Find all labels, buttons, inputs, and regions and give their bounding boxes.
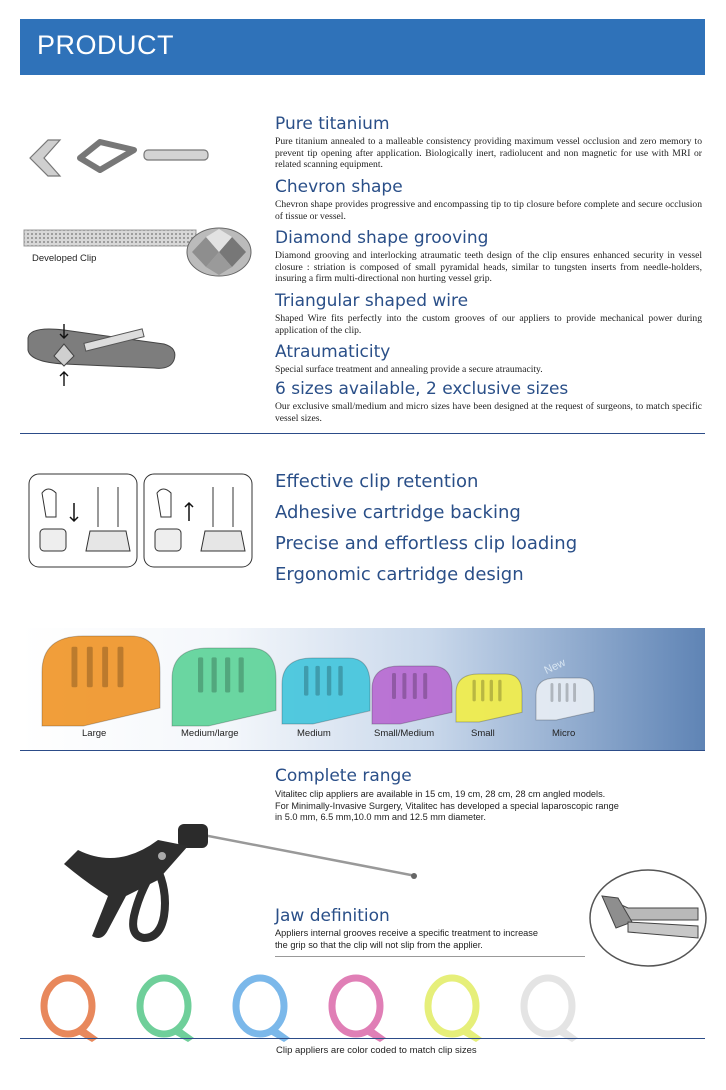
cartridge-slot: [212, 657, 217, 692]
section-divider-3: [20, 1038, 705, 1039]
cartridge-slot: [239, 657, 244, 692]
feature-text-diamond: Diamond grooving and interlocking atraumatic teeth design of the clip ensures enhanced security in vessel closure : striation is composed of small pyramidal heads, similar to tungsten inserts from needle-holders, insuring a firm multi-directional non hurting vessel grip.: [275, 250, 702, 284]
complete-range-text: [275, 789, 715, 824]
new-badge: New: [542, 656, 568, 677]
cartridge-slot: [118, 647, 124, 688]
feature-text-pure-titanium: Pure titanium annealed to a malleable consistency providing maximum vessel occlusion and zero memory to prevent tip opening after application. Biologically inert, radiolucent and non magnetic for use with MRI or related scanning equipment.: [275, 136, 702, 170]
footer-caption: Clip appliers are color coded to match clip sizes: [276, 1045, 477, 1056]
jaw-definition-text: [275, 928, 595, 951]
cartridge-slot: [304, 666, 308, 696]
cartridge-slot: [558, 683, 561, 702]
feature-text-triangular: Shaped Wire fits perfectly into the custom grooves of our appliers to provide mechanical power during application of the clip.: [275, 313, 702, 336]
cartridge-slot: [87, 647, 93, 688]
jaw-definition-line: the grip so that the clip will not slip from the applier.: [275, 939, 483, 950]
feature-heading-sizes: 6 sizes available, 2 exclusive sizes: [275, 379, 569, 399]
cartridge-slot: [481, 680, 484, 702]
cartridge-slot: [315, 666, 319, 696]
cartridge-label-medium: Medium: [297, 728, 331, 739]
cartridge-slot: [551, 683, 554, 702]
feature-heading-diamond: Diamond shape grooving: [275, 228, 489, 248]
cartridge-feature-ergonomic: Ergonomic cartridge design: [275, 564, 524, 585]
vessel-clip-illustration: [24, 320, 184, 390]
cartridge-label-micro: Micro: [552, 728, 576, 739]
ring-5: [524, 978, 578, 1042]
cartridge-label-medium-large: Medium/large: [181, 728, 239, 739]
cartridge-slot: [338, 666, 342, 696]
clip-loading-up-illustration: [143, 473, 253, 568]
cartridge-slot: [413, 673, 417, 699]
feature-heading-pure-titanium: Pure titanium: [275, 114, 390, 134]
cartridge-4: [456, 674, 522, 722]
clip-loading-down-illustration: [28, 473, 138, 568]
ring-4: [428, 978, 482, 1042]
feature-text-atraumaticity: Special surface treatment and annealing provide a secure atraumacity.: [275, 364, 543, 375]
cartridge-feature-adhesive: Adhesive cartridge backing: [275, 502, 521, 523]
ring-1: [140, 978, 194, 1042]
section-divider-2: [20, 750, 705, 751]
ring-2: [236, 978, 290, 1042]
feature-text-chevron: Chevron shape provides progressive and encompassing tip to tip closure before complete and secure occlusion of tissue or vessel.: [275, 199, 702, 222]
cartridge-0: [42, 636, 160, 726]
cartridge-label-small-medium: Small/Medium: [374, 728, 435, 739]
cartridge-slot: [72, 647, 78, 688]
jaw-definition-line: Appliers internal grooves receive a specific treatment to increase: [275, 928, 538, 938]
clip-shapes-illustration: [22, 130, 222, 180]
cartridge-feature-loading: Precise and effortless clip loading: [275, 533, 578, 554]
cartridge-feature-retention: Effective clip retention: [275, 471, 479, 492]
cartridge-slot: [498, 680, 501, 702]
feature-heading-chevron: Chevron shape: [275, 177, 403, 197]
cartridge-slot: [198, 657, 203, 692]
cartridge-slot: [327, 666, 331, 696]
jaw-detail-magnifier: [588, 868, 708, 968]
complete-range-line: Vitalitec clip appliers are available in 15 cm, 19 cm, 28 cm, 28 cm angled models.: [275, 789, 606, 799]
cartridge-1: [172, 648, 276, 726]
cartridge-label-small: Small: [471, 728, 495, 739]
ring-0: [44, 978, 98, 1042]
cartridge-slot: [402, 673, 406, 699]
jaw-underline: [275, 956, 585, 957]
feature-text-sizes: Our exclusive small/medium and micro sizes have been designed at the request of surgeons, to match specific vessel sizes.: [275, 401, 702, 424]
jaw-definition-heading: Jaw definition: [275, 906, 390, 926]
cartridge-label-large: Large: [82, 728, 107, 739]
cartridge-slot: [566, 683, 569, 702]
feature-heading-atraumaticity: Atraumaticity: [275, 342, 391, 362]
banner-title: PRODUCT: [37, 30, 174, 60]
complete-range-heading: Complete range: [275, 766, 412, 786]
cartridge-slot: [102, 647, 108, 688]
cartridge-3: [372, 666, 452, 724]
developed-clip-label: Developed Clip: [32, 253, 97, 264]
complete-range-line: For Minimally-Invasive Surgery, Vitalitec has developed a special laparoscopic range: [275, 800, 619, 811]
cartridge-slot: [473, 680, 476, 702]
complete-range-line: in 5.0 mm, 6.5 mm,10.0 mm and 12.5 mm diameter.: [275, 812, 486, 822]
color-coded-rings: [38, 972, 598, 1044]
cartridge-row: [20, 628, 705, 750]
cartridge-2: [282, 658, 370, 724]
cartridge-slot: [392, 673, 396, 699]
cartridge-5: [536, 678, 594, 720]
cartridge-slot: [225, 657, 230, 692]
ring-3: [332, 978, 386, 1042]
feature-heading-triangular: Triangular shaped wire: [275, 291, 469, 311]
diamond-grooving-magnifier: [186, 227, 252, 277]
product-banner: [20, 19, 705, 75]
cartridge-slot: [423, 673, 427, 699]
section-divider-1: [20, 433, 705, 434]
cartridge-slot: [490, 680, 493, 702]
cartridge-slot: [573, 683, 576, 702]
